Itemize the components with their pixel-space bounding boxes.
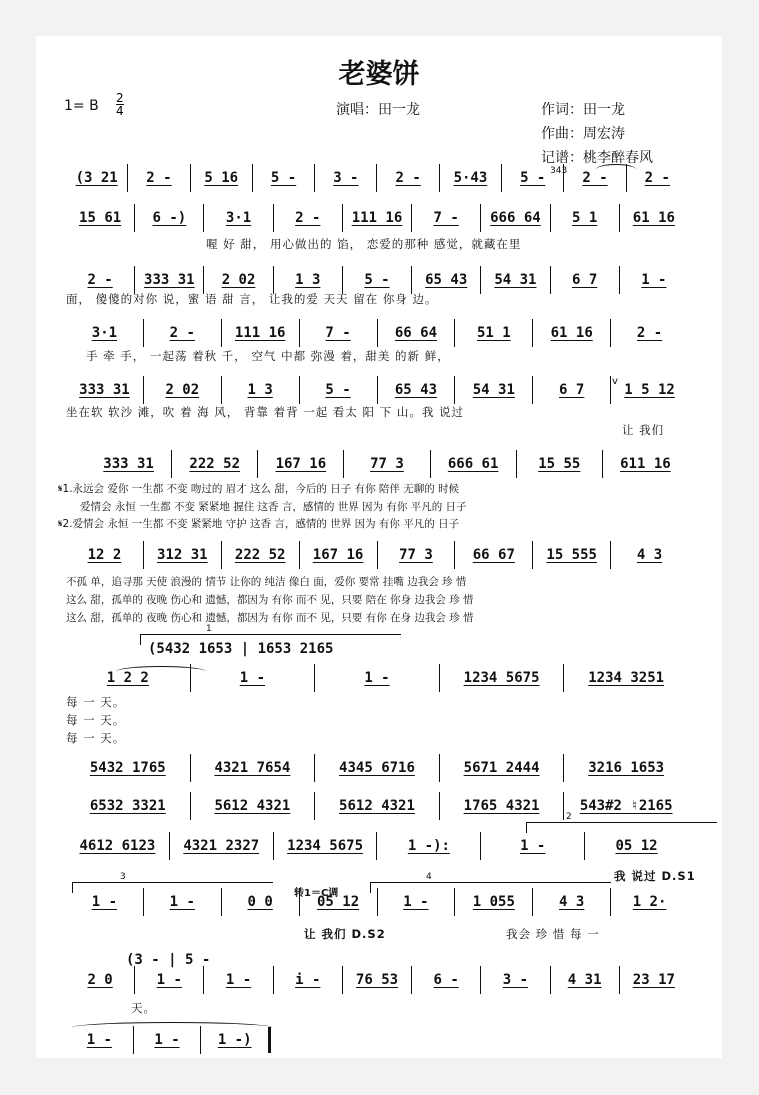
measure xyxy=(134,266,203,294)
measure-notes: 6532 3321 xyxy=(89,798,166,814)
measure-notes: 5 - xyxy=(364,272,390,288)
measure-notes: 1 - xyxy=(225,972,252,988)
measure xyxy=(252,164,314,192)
measure-notes: 4612 6123 xyxy=(79,838,156,854)
notation-row xyxy=(66,754,688,782)
volta-label: 4 xyxy=(426,872,432,882)
measure xyxy=(439,664,564,692)
measure-notes: 3·1 xyxy=(225,210,252,226)
measure-notes: 6 7 xyxy=(571,272,598,288)
volta-bracket xyxy=(526,822,717,833)
volta-label: 3 xyxy=(120,872,126,882)
measure-notes: 77 3 xyxy=(399,547,433,563)
measure xyxy=(610,541,688,569)
measure xyxy=(626,164,688,192)
measure xyxy=(376,164,438,192)
measure-notes: 54 31 xyxy=(472,382,515,398)
measure-notes: 543#2 ♮2165 xyxy=(579,798,673,814)
measure-notes: 51 1 xyxy=(476,325,511,341)
measure-notes: 3·1 xyxy=(91,325,118,341)
measure xyxy=(273,966,342,994)
measure-notes: 1 3 xyxy=(295,272,321,288)
measure xyxy=(190,754,315,782)
measure-notes: 111 16 xyxy=(351,210,403,226)
lyric-line: 不孤 单，追寻那 天使 浪漫的 情节 让你的 纯洁 像白 面，爱你 要常 挂嘴 边我会 珍 惜 xyxy=(66,576,467,588)
measure-notes: 65 43 xyxy=(394,382,438,398)
measure-notes: 5432 1765 xyxy=(89,760,166,776)
measure-notes: 54 31 xyxy=(494,272,537,288)
volta-bracket xyxy=(72,882,273,893)
measure xyxy=(584,832,688,860)
grace-note: 343 xyxy=(550,166,568,176)
measure xyxy=(377,376,455,404)
measure-notes: 6 -) xyxy=(152,210,187,226)
measure-notes: 61 16 xyxy=(550,325,593,341)
lyric-line: 每 一 天。 xyxy=(66,713,126,727)
measure-notes: 1 - xyxy=(641,272,667,288)
measure xyxy=(66,266,134,294)
measure-notes: 1 - xyxy=(169,894,195,910)
lyric-verse-1: 𝄋1.永远会 爱你 一生都 不变 吻过的 眉才 这么 甜，今后的 日子 有你 陪伴 无聊的 时候 xyxy=(58,483,460,495)
measure-notes: 222 52 xyxy=(234,547,286,563)
ds1-marker: 我 说过 D.S1 xyxy=(614,869,696,883)
measure xyxy=(66,966,134,994)
measure xyxy=(550,966,619,994)
measure xyxy=(411,966,480,994)
notation-row xyxy=(86,450,688,478)
measure xyxy=(376,832,480,860)
notation-row xyxy=(66,319,688,347)
measure xyxy=(169,832,273,860)
measure xyxy=(314,664,439,692)
measure-notes: 666 64 xyxy=(490,210,541,226)
measure xyxy=(480,832,584,860)
measure-notes: 333 31 xyxy=(144,272,195,288)
measure-notes: 2 0 xyxy=(87,972,113,988)
measure-notes: 1765 4321 xyxy=(463,798,540,814)
measure xyxy=(257,450,343,478)
notation-row xyxy=(66,541,688,569)
measure-notes: 333 31 xyxy=(103,456,154,472)
measure xyxy=(171,450,257,478)
lyric-line: 坐在软 软沙 滩，吹 着 海 风， 背靠 着背 一起 看太 阳 下 山。我 说过 xyxy=(66,405,465,419)
measure xyxy=(610,888,688,916)
measure xyxy=(273,832,377,860)
measure-notes: 2 - xyxy=(395,170,421,186)
measure xyxy=(134,966,203,994)
notation-row xyxy=(66,832,688,860)
measure-notes: 1 5 12 xyxy=(624,382,675,398)
measure xyxy=(610,319,688,347)
transcriber-credit: 记谱：桃李醉春风 xyxy=(541,150,653,166)
measure-notes: 2 - xyxy=(87,272,113,288)
measure-notes: 5·43 xyxy=(453,170,488,186)
measure-notes: 4 3 xyxy=(559,894,585,910)
lyric-verse-1b: 爱情会 永恒 一生都 不变 紧紧地 握住 这香 言，感情的 世界 因为 有你 平凡的 日子 xyxy=(80,501,467,513)
measure xyxy=(563,164,625,192)
measure xyxy=(563,754,688,782)
accent-mark: v xyxy=(612,376,618,387)
measure-notes: 7 - xyxy=(433,210,459,226)
measure xyxy=(86,450,171,478)
notation-row xyxy=(66,792,688,820)
notation-row xyxy=(66,376,688,404)
measure xyxy=(190,792,315,820)
measure xyxy=(203,266,272,294)
measure-notes: 1234 5675 xyxy=(463,670,540,686)
measure xyxy=(221,376,299,404)
measure xyxy=(454,376,532,404)
measure-notes: 1 - xyxy=(520,838,546,854)
lyric-line: 每 一 天。 xyxy=(66,695,126,709)
measure-notes: 2 - xyxy=(146,170,172,186)
time-signature: $\frac{2}{4}$ xyxy=(116,91,124,118)
measure-notes: 3 - xyxy=(333,170,359,186)
measure-notes: 5612 4321 xyxy=(214,798,291,814)
measure-notes: 2 02 xyxy=(165,382,200,398)
measure-notes: 1 - xyxy=(86,1032,112,1048)
measure xyxy=(439,164,501,192)
measure-notes: 65 43 xyxy=(425,272,468,288)
slur xyxy=(72,1022,272,1033)
lyric-line: 手 牵 手， 一起荡 着秋 千， 空气 中都 弥漫 着，甜美 的新 鲜， xyxy=(86,349,450,363)
measure xyxy=(66,792,190,820)
measure xyxy=(619,966,688,994)
measure-notes: 1 -) xyxy=(217,1032,252,1048)
measure xyxy=(314,754,439,782)
measure xyxy=(439,754,564,782)
measure-notes: 666 61 xyxy=(447,456,499,472)
measure xyxy=(550,204,619,232)
measure-notes: 222 52 xyxy=(189,456,240,472)
measure xyxy=(342,966,411,994)
measure xyxy=(550,266,619,294)
measure xyxy=(454,541,532,569)
measure-notes: 6 7 xyxy=(559,382,585,398)
measure xyxy=(273,204,342,232)
measure xyxy=(342,204,411,232)
measure xyxy=(143,319,221,347)
lyric-line: 我会 珍 惜 每 一 xyxy=(506,927,600,941)
measure-notes: 3216 1653 xyxy=(588,760,665,776)
measure xyxy=(480,966,549,994)
measure xyxy=(314,164,376,192)
measure-notes: 1234 5675 xyxy=(287,838,363,854)
measure xyxy=(619,204,688,232)
measure-notes: 2 02 xyxy=(221,272,256,288)
measure xyxy=(480,266,549,294)
composer-credit: 作曲：周宏涛 xyxy=(541,126,625,142)
measure xyxy=(190,664,315,692)
ds2-marker: 让 我们 D.S2 xyxy=(304,927,386,941)
notation-row xyxy=(66,204,688,232)
measure xyxy=(143,541,221,569)
volta-bracket xyxy=(140,634,401,645)
notation-row xyxy=(66,966,688,994)
measure-notes: 15 61 xyxy=(79,210,122,226)
measure-notes: 2 - xyxy=(582,170,608,186)
prelude-notation: (5432 1653 | 1653 2165 xyxy=(148,641,334,657)
measure xyxy=(66,832,169,860)
measure-notes: i - xyxy=(295,972,321,988)
measure xyxy=(273,266,342,294)
lyric-line: 天。 xyxy=(131,1001,156,1015)
measure-notes: 12 2 xyxy=(87,547,122,563)
measure xyxy=(66,204,134,232)
measure-notes: 4 3 xyxy=(636,547,663,563)
lyric-line: 这么 甜，孤单的 夜晚 伤心和 遗憾，都因为 有你 而不 见，只要 陪在 你身 边我会 珍 惜 xyxy=(66,594,474,606)
measure xyxy=(563,792,688,820)
measure xyxy=(66,541,143,569)
measure xyxy=(203,966,272,994)
measure-notes: 333 31 xyxy=(79,382,130,398)
measure-notes: 15 555 xyxy=(546,547,597,563)
measure-notes: 5 - xyxy=(325,382,351,398)
measure-notes: 167 16 xyxy=(275,456,327,472)
measure xyxy=(532,319,610,347)
measure xyxy=(563,664,688,692)
measure-notes: 4345 6716 xyxy=(339,760,415,776)
lyric-line: 让 我们 xyxy=(622,423,665,437)
measure-notes: 1 3 xyxy=(247,382,273,398)
measure-notes: 1234 3251 xyxy=(588,670,665,686)
measure xyxy=(343,450,429,478)
measure xyxy=(66,376,143,404)
measure-notes: 5671 2444 xyxy=(463,760,540,776)
measure-notes: 111 16 xyxy=(234,325,286,341)
measure xyxy=(299,319,377,347)
measure-notes: 1 - xyxy=(156,972,182,988)
volta-label: 2 xyxy=(566,812,572,822)
measure xyxy=(143,376,221,404)
measure-notes: 5 - xyxy=(270,170,297,186)
sheet-music-page xyxy=(36,36,722,1058)
volta-label: 1 xyxy=(206,624,212,634)
measure xyxy=(480,204,549,232)
measure-notes: 15 55 xyxy=(538,456,581,472)
measure xyxy=(501,164,563,192)
measure xyxy=(299,541,377,569)
measure-notes: 1 -): xyxy=(407,838,450,854)
measure-notes: 1 2 2 xyxy=(106,670,149,686)
measure xyxy=(66,754,190,782)
measure xyxy=(134,204,203,232)
measure-notes: 4 31 xyxy=(567,972,602,988)
ending-notation: (3 - | 5 - xyxy=(126,952,211,968)
measure xyxy=(532,376,610,404)
measure xyxy=(342,266,411,294)
measure xyxy=(516,450,602,478)
measure xyxy=(221,541,299,569)
lyric-line: 这么 甜，孤单的 夜晚 伤心和 遗憾，都因为 有你 而不 见，只要 有你 在身 边我会 珍 惜 xyxy=(66,612,474,624)
measure xyxy=(439,792,564,820)
singer-credit: 演唱：田一龙 xyxy=(336,102,420,118)
measure xyxy=(454,319,532,347)
notation-row xyxy=(66,266,688,294)
key-signature: 1= B xyxy=(64,98,99,114)
measure xyxy=(532,541,610,569)
measure-notes: 611 16 xyxy=(620,456,671,472)
measure xyxy=(377,319,455,347)
song-title: 老婆饼 xyxy=(338,59,420,90)
measure xyxy=(430,450,516,478)
measure-notes: 61 16 xyxy=(632,210,675,226)
measure-notes: 0 0 xyxy=(247,894,273,910)
measure xyxy=(602,450,688,478)
modulation-marker: 转1＝C调 xyxy=(294,888,339,899)
notation-row xyxy=(66,164,688,192)
measure-notes: 2 - xyxy=(295,210,321,226)
measure xyxy=(127,164,189,192)
measure xyxy=(619,266,688,294)
measure xyxy=(221,319,299,347)
measure-notes: 1 - xyxy=(239,670,266,686)
measure xyxy=(299,376,377,404)
lyric-line: 面， 傻傻的对你 说，蜜 语 甜 言， 让我的爱 天天 留在 你身 边。 xyxy=(66,292,438,306)
measure-notes: 1 - xyxy=(403,894,429,910)
measure-notes: 4321 2327 xyxy=(183,838,260,854)
measure-notes: 1 055 xyxy=(472,894,515,910)
lyric-line: 喔 好 甜， 用心做出的 馅， 恋爱的那种 感觉，就藏在里 xyxy=(206,237,522,251)
slur xyxy=(116,666,206,677)
measure-notes: 23 17 xyxy=(632,972,675,988)
measure-notes: 1 2· xyxy=(632,894,667,910)
measure-notes: 2 - xyxy=(169,325,195,341)
measure-notes: 1 - xyxy=(91,894,118,910)
measure xyxy=(190,164,252,192)
measure xyxy=(411,266,480,294)
measure xyxy=(610,376,688,404)
measure-notes: 167 16 xyxy=(312,547,364,563)
measure xyxy=(203,204,272,232)
measure-notes: (3 21 xyxy=(75,170,118,186)
measure-notes: 66 64 xyxy=(394,325,438,341)
measure-notes: 1 - xyxy=(364,670,390,686)
measure xyxy=(66,319,143,347)
measure-notes: 3 - xyxy=(502,972,529,988)
lyric-verse-2: 𝄋2.爱情会 永恒 一生都 不变 紧紧地 守护 这香 言，感情的 世界 因为 有你 平凡的 日子 xyxy=(58,518,460,530)
measure-notes: 2 - xyxy=(644,170,670,186)
measure-notes: 2 - xyxy=(636,325,663,341)
measure-notes: 5 16 xyxy=(204,170,239,186)
measure-notes: 76 53 xyxy=(355,972,399,988)
measure-notes: 7 - xyxy=(325,325,351,341)
measure xyxy=(411,204,480,232)
measure-notes: 77 3 xyxy=(370,456,404,472)
measure-notes: 5 - xyxy=(520,170,546,186)
measure-notes: 6 - xyxy=(433,972,459,988)
measure-notes: 5 1 xyxy=(571,210,598,226)
measure-notes: 1 - xyxy=(154,1032,180,1048)
measure-notes: 05 12 xyxy=(316,894,360,910)
measure xyxy=(66,164,127,192)
measure-notes: 312 31 xyxy=(157,547,208,563)
volta-bracket xyxy=(370,882,611,893)
measure-notes: 05 12 xyxy=(615,838,658,854)
measure-notes: 5612 4321 xyxy=(339,798,415,814)
measure-notes: 66 67 xyxy=(472,547,515,563)
lyric-line: 每 一 天。 xyxy=(66,731,126,745)
lyricist-credit: 作词：田一龙 xyxy=(541,102,625,118)
measure-notes: 4321 7654 xyxy=(214,760,291,776)
measure xyxy=(377,541,455,569)
measure xyxy=(314,792,439,820)
